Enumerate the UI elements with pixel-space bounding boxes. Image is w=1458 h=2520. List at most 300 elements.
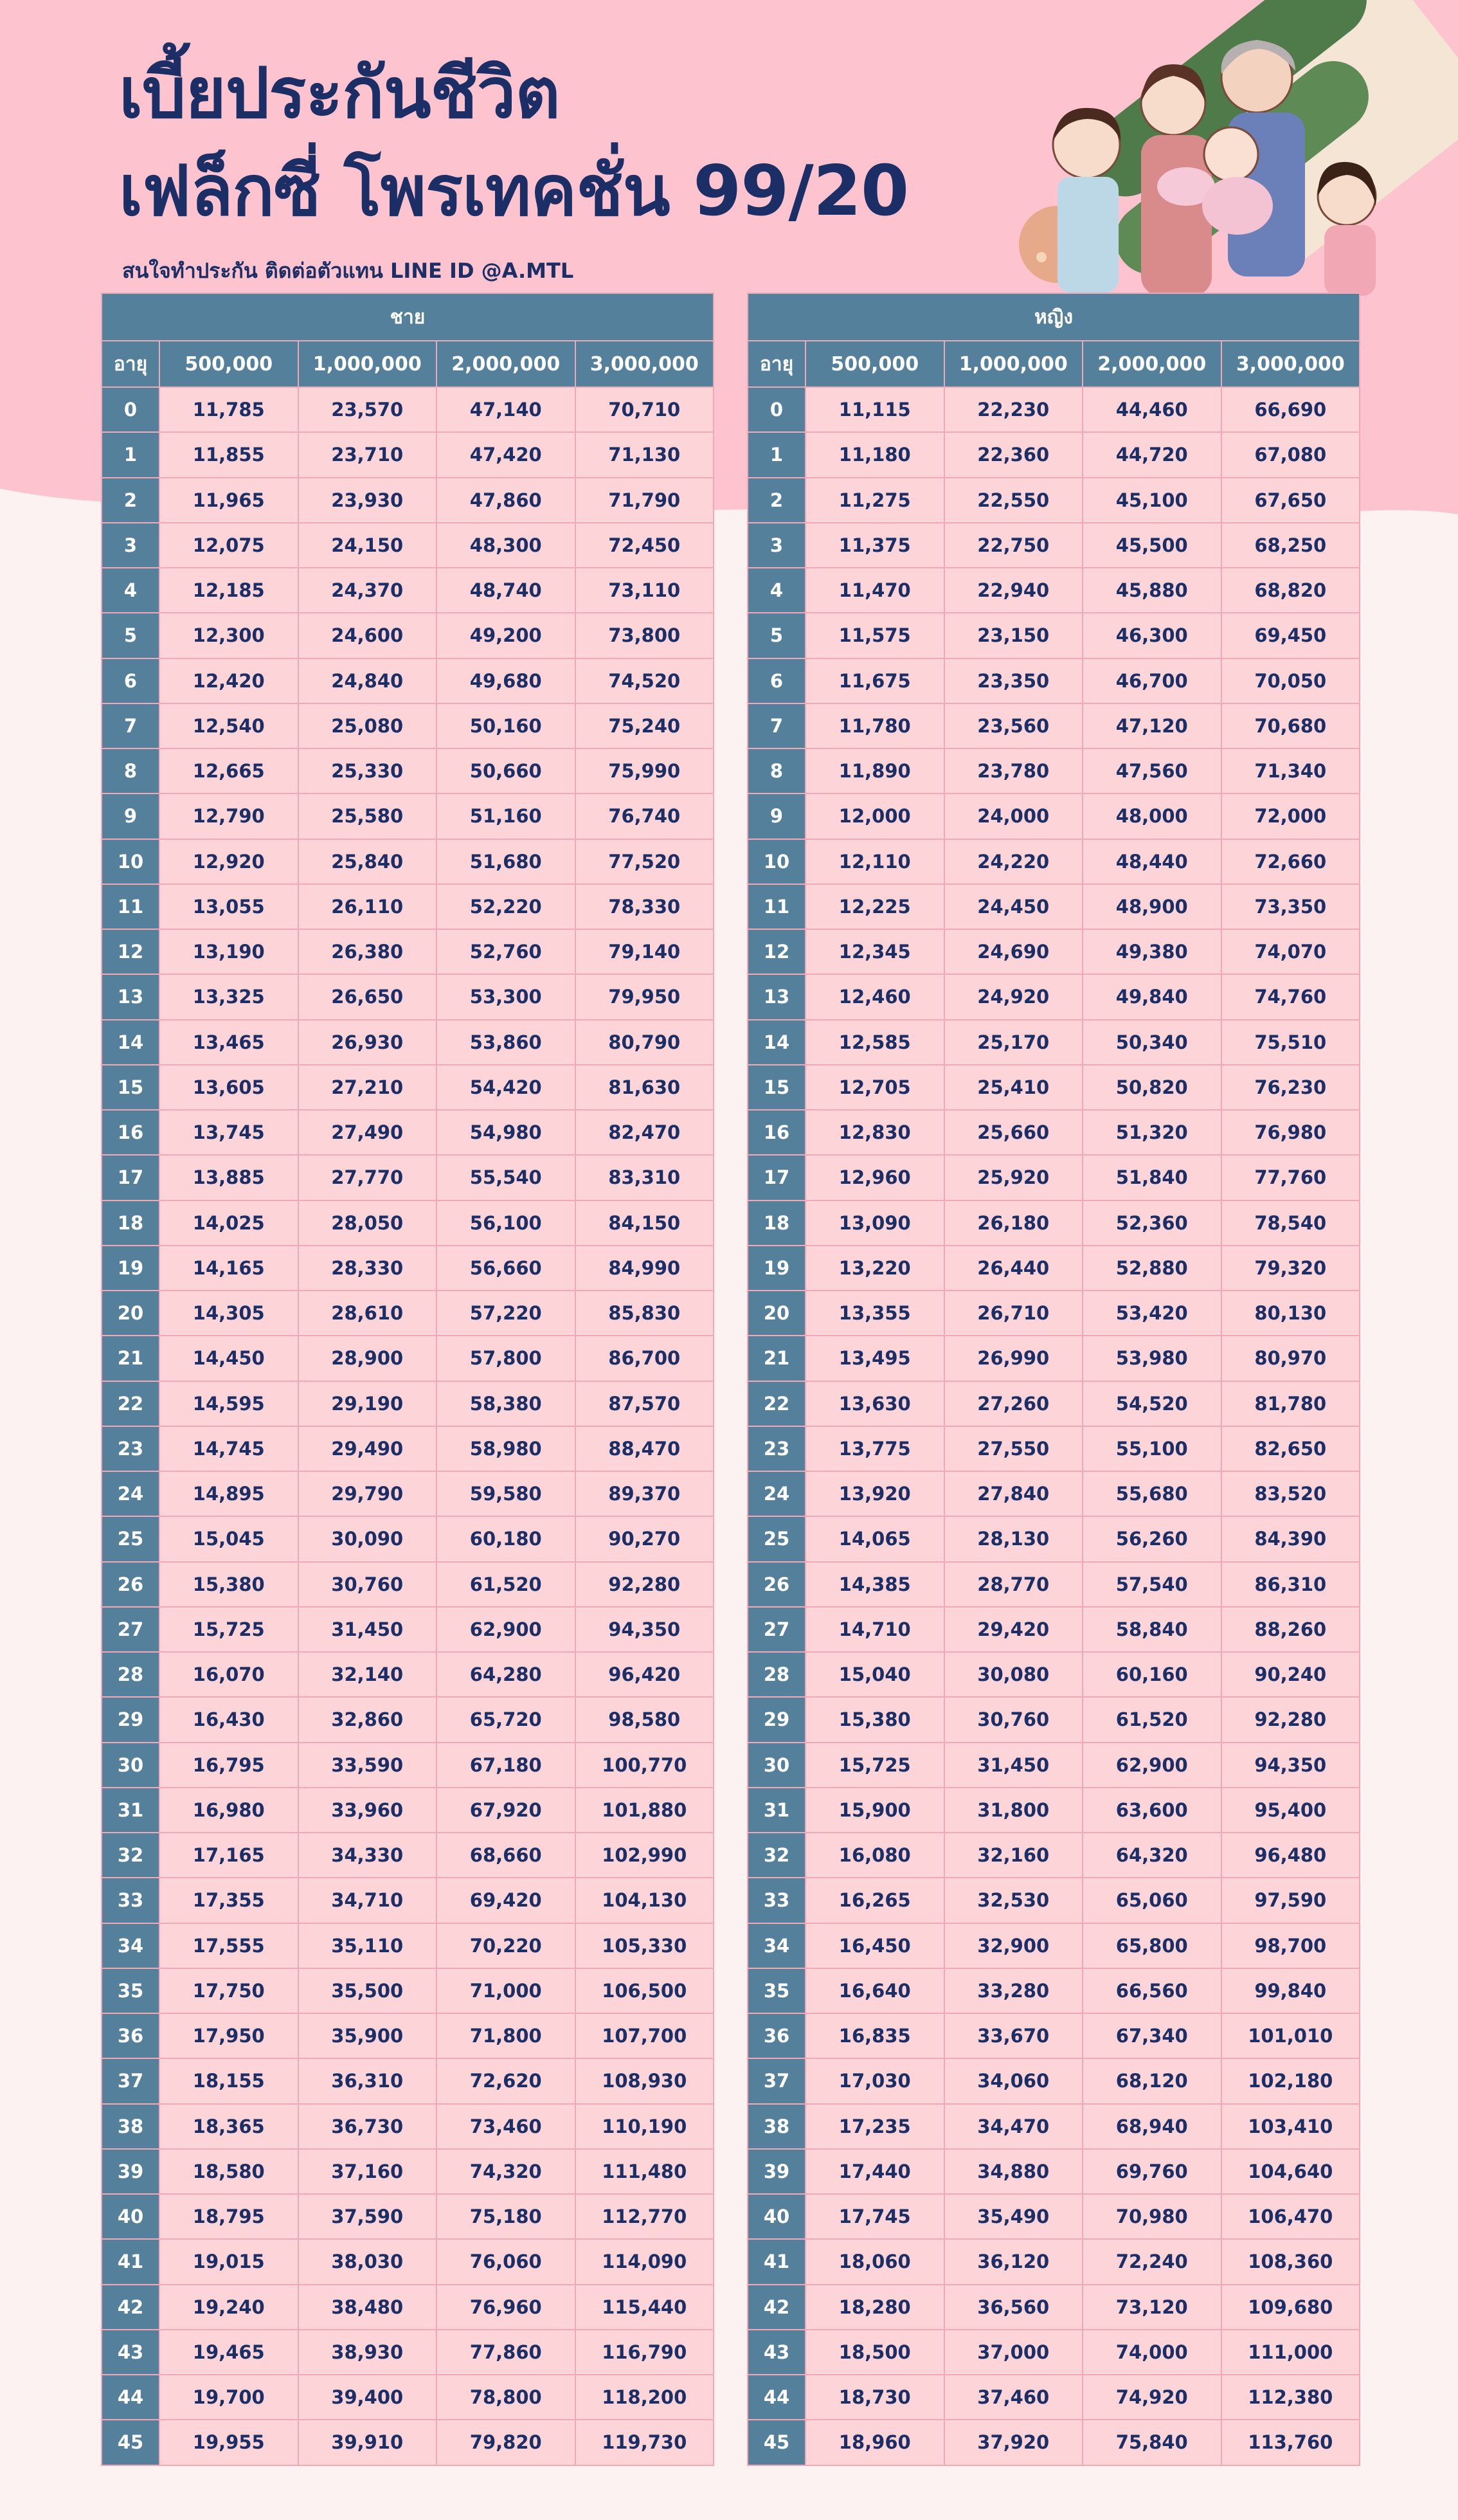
premium-cell: 12,460 <box>806 974 944 1019</box>
age-cell: 3 <box>102 523 159 568</box>
table-row <box>102 1968 714 2013</box>
premium-cell: 105,330 <box>575 1923 714 1968</box>
table-row <box>748 2194 1360 2239</box>
table-row <box>102 839 714 884</box>
premium-cell: 27,260 <box>944 1381 1083 1426</box>
premium-cell: 30,760 <box>298 1562 437 1607</box>
premium-cell: 35,500 <box>298 1968 437 2013</box>
age-cell: 7 <box>102 703 159 748</box>
premium-cell: 79,950 <box>575 974 714 1019</box>
premium-cell: 13,465 <box>159 1020 298 1065</box>
premium-cell: 23,710 <box>298 432 437 477</box>
age-cell: 28 <box>748 1652 806 1697</box>
premium-cell: 59,580 <box>437 1471 575 1516</box>
premium-cell: 61,520 <box>1083 1697 1221 1742</box>
premium-cell: 74,920 <box>1083 2375 1221 2420</box>
premium-cell: 69,450 <box>1221 613 1360 658</box>
premium-cell: 18,365 <box>159 2104 298 2149</box>
premium-cell: 53,980 <box>1083 1336 1221 1381</box>
age-cell: 30 <box>102 1743 159 1788</box>
table-row <box>748 2058 1360 2103</box>
premium-cell: 54,980 <box>437 1110 575 1155</box>
table-row <box>748 1923 1360 1968</box>
premium-cell: 71,790 <box>575 478 714 523</box>
premium-cell: 25,410 <box>944 1065 1083 1110</box>
premium-cell: 49,840 <box>1083 974 1221 1019</box>
premium-cell: 99,840 <box>1221 1968 1360 2013</box>
premium-cell: 88,260 <box>1221 1607 1360 1652</box>
age-cell: 19 <box>748 1246 806 1291</box>
table-row <box>102 658 714 703</box>
table-row <box>102 2285 714 2330</box>
premium-cell: 109,680 <box>1221 2285 1360 2330</box>
premium-cell: 16,980 <box>159 1788 298 1833</box>
premium-cell: 75,240 <box>575 703 714 748</box>
premium-cell: 23,350 <box>944 658 1083 703</box>
premium-cell: 81,630 <box>575 1065 714 1110</box>
premium-cell: 82,650 <box>1221 1426 1360 1471</box>
premium-cell: 74,760 <box>1221 974 1360 1019</box>
premium-cell: 12,420 <box>159 658 298 703</box>
age-cell: 2 <box>102 478 159 523</box>
age-cell: 1 <box>102 432 159 477</box>
age-cell: 23 <box>748 1426 806 1471</box>
table-row <box>748 1878 1360 1923</box>
premium-cell: 56,660 <box>437 1246 575 1291</box>
premium-cell: 13,055 <box>159 884 298 929</box>
table-row <box>102 2013 714 2058</box>
premium-cell: 112,770 <box>575 2194 714 2239</box>
age-cell: 23 <box>102 1426 159 1471</box>
table-row <box>748 2330 1360 2375</box>
age-cell: 32 <box>748 1833 806 1878</box>
premium-cell: 72,660 <box>1221 839 1360 884</box>
premium-cell: 45,880 <box>1083 568 1221 613</box>
premium-cell: 67,650 <box>1221 478 1360 523</box>
premium-cell: 77,760 <box>1221 1155 1360 1200</box>
premium-cell: 18,795 <box>159 2194 298 2239</box>
age-cell: 17 <box>102 1155 159 1200</box>
table-row <box>102 2104 714 2149</box>
premium-cell: 112,380 <box>1221 2375 1360 2420</box>
premium-cell: 102,990 <box>575 1833 714 1878</box>
table-row <box>102 1607 714 1652</box>
premium-cell: 111,480 <box>575 2149 714 2194</box>
premium-cell: 18,960 <box>806 2420 944 2465</box>
premium-cell: 12,000 <box>806 793 944 838</box>
male-header: ชาย <box>102 293 714 341</box>
premium-cell: 55,100 <box>1083 1426 1221 1471</box>
premium-cell: 12,665 <box>159 748 298 793</box>
premium-cell: 18,730 <box>806 2375 944 2420</box>
premium-cell: 46,700 <box>1083 658 1221 703</box>
age-cell: 38 <box>748 2104 806 2149</box>
premium-cell: 14,895 <box>159 1471 298 1516</box>
table-row <box>748 703 1360 748</box>
premium-cell: 78,540 <box>1221 1201 1360 1246</box>
premium-cell: 29,190 <box>298 1381 437 1426</box>
table-row <box>102 1110 714 1155</box>
age-cell: 4 <box>748 568 806 613</box>
premium-cell: 68,940 <box>1083 2104 1221 2149</box>
table-row <box>748 2375 1360 2420</box>
premium-cell: 25,660 <box>944 1110 1083 1155</box>
premium-cell: 24,920 <box>944 974 1083 1019</box>
premium-cell: 13,885 <box>159 1155 298 1200</box>
premium-cell: 17,440 <box>806 2149 944 2194</box>
table-row <box>748 658 1360 703</box>
premium-cell: 36,730 <box>298 2104 437 2149</box>
premium-cell: 11,470 <box>806 568 944 613</box>
age-cell: 25 <box>748 1516 806 1561</box>
premium-cell: 12,110 <box>806 839 944 884</box>
premium-cell: 33,590 <box>298 1743 437 1788</box>
premium-cell: 65,720 <box>437 1697 575 1742</box>
premium-cell: 70,710 <box>575 387 714 432</box>
premium-cell: 52,760 <box>437 929 575 974</box>
premium-cell: 34,330 <box>298 1833 437 1878</box>
premium-cell: 34,470 <box>944 2104 1083 2149</box>
age-cell: 40 <box>748 2194 806 2239</box>
premium-cell: 69,760 <box>1083 2149 1221 2194</box>
age-cell: 29 <box>748 1697 806 1742</box>
age-cell: 25 <box>102 1516 159 1561</box>
premium-cell: 27,210 <box>298 1065 437 1110</box>
age-cell: 38 <box>102 2104 159 2149</box>
age-cell: 8 <box>102 748 159 793</box>
premium-cell: 18,060 <box>806 2239 944 2284</box>
table-row <box>102 1833 714 1878</box>
age-cell: 24 <box>748 1471 806 1516</box>
premium-cell: 68,820 <box>1221 568 1360 613</box>
table-row <box>748 929 1360 974</box>
premium-cell: 12,540 <box>159 703 298 748</box>
premium-cell: 19,465 <box>159 2330 298 2375</box>
premium-cell: 16,450 <box>806 1923 944 1968</box>
table-row <box>102 2375 714 2420</box>
premium-cell: 50,660 <box>437 748 575 793</box>
table-row <box>102 1381 714 1426</box>
title-line-2: เฟล็กซี่ โพรเทคชั่น 99/20 <box>119 151 909 231</box>
premium-cell: 51,160 <box>437 793 575 838</box>
premium-cell: 73,460 <box>437 2104 575 2149</box>
table-row <box>102 703 714 748</box>
table-row <box>748 387 1360 432</box>
premium-cell: 22,750 <box>944 523 1083 568</box>
table-row <box>102 568 714 613</box>
premium-cell: 24,690 <box>944 929 1083 974</box>
premium-cell: 25,080 <box>298 703 437 748</box>
premium-cell: 89,370 <box>575 1471 714 1516</box>
premium-cell: 11,965 <box>159 478 298 523</box>
premium-cell: 26,930 <box>298 1020 437 1065</box>
premium-cell: 31,450 <box>944 1743 1083 1788</box>
age-cell: 22 <box>102 1381 159 1426</box>
table-row <box>748 1833 1360 1878</box>
premium-cell: 32,900 <box>944 1923 1083 1968</box>
premium-cell: 11,780 <box>806 703 944 748</box>
premium-cell: 24,370 <box>298 568 437 613</box>
premium-cell: 12,960 <box>806 1155 944 1200</box>
age-cell: 16 <box>102 1110 159 1155</box>
premium-cell: 102,180 <box>1221 2058 1360 2103</box>
premium-cell: 111,000 <box>1221 2330 1360 2375</box>
age-cell: 13 <box>102 974 159 1019</box>
table-row <box>748 2239 1360 2284</box>
premium-cell: 67,340 <box>1083 2013 1221 2058</box>
premium-cell: 96,420 <box>575 1652 714 1697</box>
premium-cell: 47,140 <box>437 387 575 432</box>
premium-cell: 70,680 <box>1221 703 1360 748</box>
age-cell: 28 <box>102 1652 159 1697</box>
premium-cell: 108,360 <box>1221 2239 1360 2284</box>
premium-cell: 23,570 <box>298 387 437 432</box>
premium-cell: 52,220 <box>437 884 575 929</box>
premium-cell: 14,305 <box>159 1291 298 1336</box>
sum-insured-header: 1,000,000 <box>944 341 1083 387</box>
premium-cell: 76,960 <box>437 2285 575 2330</box>
premium-cell: 66,690 <box>1221 387 1360 432</box>
table-row <box>102 2420 714 2465</box>
age-cell: 36 <box>102 2013 159 2058</box>
premium-cell: 97,590 <box>1221 1878 1360 1923</box>
premium-cell: 15,380 <box>159 1562 298 1607</box>
premium-cell: 74,520 <box>575 658 714 703</box>
premium-cell: 14,745 <box>159 1426 298 1471</box>
age-column-header: อายุ <box>102 341 159 387</box>
age-cell: 5 <box>748 613 806 658</box>
premium-cell: 16,835 <box>806 2013 944 2058</box>
premium-cell: 12,920 <box>159 839 298 884</box>
premium-cell: 24,840 <box>298 658 437 703</box>
premium-cell: 12,225 <box>806 884 944 929</box>
premium-cell: 95,400 <box>1221 1788 1360 1833</box>
premium-cell: 71,340 <box>1221 748 1360 793</box>
premium-cell: 74,000 <box>1083 2330 1221 2375</box>
age-cell: 0 <box>102 387 159 432</box>
table-row <box>102 1878 714 1923</box>
premium-cell: 90,240 <box>1221 1652 1360 1697</box>
premium-cell: 33,280 <box>944 1968 1083 2013</box>
premium-cell: 64,280 <box>437 1652 575 1697</box>
premium-cell: 14,450 <box>159 1336 298 1381</box>
premium-cell: 67,080 <box>1221 432 1360 477</box>
premium-cell: 27,490 <box>298 1110 437 1155</box>
age-cell: 42 <box>748 2285 806 2330</box>
premium-cell: 98,580 <box>575 1697 714 1742</box>
premium-cell: 74,070 <box>1221 929 1360 974</box>
table-row <box>102 2149 714 2194</box>
premium-cell: 13,630 <box>806 1381 944 1426</box>
premium-cell: 13,745 <box>159 1110 298 1155</box>
table-row <box>102 1471 714 1516</box>
age-cell: 9 <box>748 793 806 838</box>
table-row <box>748 2149 1360 2194</box>
table-row <box>102 523 714 568</box>
age-cell: 29 <box>102 1697 159 1742</box>
premium-cell: 63,600 <box>1083 1788 1221 1833</box>
premium-cell: 44,460 <box>1083 387 1221 432</box>
premium-cell: 19,240 <box>159 2285 298 2330</box>
premium-cell: 83,310 <box>575 1155 714 1200</box>
premium-cell: 79,140 <box>575 929 714 974</box>
age-cell: 42 <box>102 2285 159 2330</box>
premium-cell: 60,160 <box>1083 1652 1221 1697</box>
premium-cell: 86,310 <box>1221 1562 1360 1607</box>
table-row <box>102 1155 714 1200</box>
premium-cell: 83,520 <box>1221 1471 1360 1516</box>
premium-cell: 15,045 <box>159 1516 298 1561</box>
premium-cell: 16,265 <box>806 1878 944 1923</box>
premium-cell: 22,940 <box>944 568 1083 613</box>
premium-cell: 26,180 <box>944 1201 1083 1246</box>
premium-cell: 58,380 <box>437 1381 575 1426</box>
premium-cell: 13,920 <box>806 1471 944 1516</box>
age-cell: 33 <box>102 1878 159 1923</box>
premium-cell: 28,330 <box>298 1246 437 1291</box>
premium-cell: 14,710 <box>806 1607 944 1652</box>
premium-cell: 47,560 <box>1083 748 1221 793</box>
premium-cell: 119,730 <box>575 2420 714 2465</box>
premium-cell: 58,980 <box>437 1426 575 1471</box>
age-cell: 17 <box>748 1155 806 1200</box>
sum-insured-header: 500,000 <box>806 341 944 387</box>
premium-cell: 55,540 <box>437 1155 575 1200</box>
table-row <box>748 1336 1360 1381</box>
age-cell: 45 <box>748 2420 806 2465</box>
table-row <box>748 1291 1360 1336</box>
premium-cell: 14,065 <box>806 1516 944 1561</box>
age-cell: 22 <box>748 1381 806 1426</box>
premium-cell: 28,770 <box>944 1562 1083 1607</box>
premium-cell: 13,775 <box>806 1426 944 1471</box>
age-cell: 21 <box>748 1336 806 1381</box>
premium-cell: 80,130 <box>1221 1291 1360 1336</box>
premium-cell: 68,120 <box>1083 2058 1221 2103</box>
premium-cell: 37,920 <box>944 2420 1083 2465</box>
premium-cell: 67,180 <box>437 1743 575 1788</box>
premium-cell: 73,110 <box>575 568 714 613</box>
age-cell: 3 <box>748 523 806 568</box>
premium-cell: 18,500 <box>806 2330 944 2375</box>
premium-cell: 30,090 <box>298 1516 437 1561</box>
table-row <box>748 478 1360 523</box>
age-cell: 5 <box>102 613 159 658</box>
premium-cell: 61,520 <box>437 1562 575 1607</box>
premium-cell: 56,260 <box>1083 1516 1221 1561</box>
premium-cell: 49,680 <box>437 658 575 703</box>
premium-cell: 39,400 <box>298 2375 437 2420</box>
table-row <box>102 1697 714 1742</box>
age-cell: 36 <box>748 2013 806 2058</box>
premium-cell: 12,185 <box>159 568 298 613</box>
premium-cell: 71,800 <box>437 2013 575 2058</box>
age-cell: 7 <box>748 703 806 748</box>
table-row <box>748 1110 1360 1155</box>
premium-cell: 106,470 <box>1221 2194 1360 2239</box>
premium-cell: 37,590 <box>298 2194 437 2239</box>
age-cell: 6 <box>748 658 806 703</box>
premium-cell: 76,060 <box>437 2239 575 2284</box>
premium-cell: 29,420 <box>944 1607 1083 1652</box>
table-row <box>748 523 1360 568</box>
premium-cell: 16,080 <box>806 1833 944 1878</box>
premium-cell: 67,920 <box>437 1788 575 1833</box>
premium-cell: 34,880 <box>944 2149 1083 2194</box>
premium-cell: 68,660 <box>437 1833 575 1878</box>
age-column-header: อายุ <box>748 341 806 387</box>
premium-cell: 34,710 <box>298 1878 437 1923</box>
premium-cell: 47,860 <box>437 478 575 523</box>
premium-cell: 49,380 <box>1083 929 1221 974</box>
premium-cell: 13,190 <box>159 929 298 974</box>
premium-cell: 28,900 <box>298 1336 437 1381</box>
age-cell: 31 <box>102 1788 159 1833</box>
premium-cell: 57,540 <box>1083 1562 1221 1607</box>
age-cell: 31 <box>748 1788 806 1833</box>
premium-cell: 17,235 <box>806 2104 944 2149</box>
premium-cell: 62,900 <box>1083 1743 1221 1788</box>
premium-cell: 54,520 <box>1083 1381 1221 1426</box>
age-cell: 11 <box>102 884 159 929</box>
premium-cell: 44,720 <box>1083 432 1221 477</box>
table-row <box>102 929 714 974</box>
premium-cell: 94,350 <box>575 1607 714 1652</box>
table-row <box>102 1291 714 1336</box>
sum-insured-header: 2,000,000 <box>1083 341 1221 387</box>
age-cell: 10 <box>102 839 159 884</box>
premium-cell: 12,790 <box>159 793 298 838</box>
page-title <box>119 45 908 240</box>
premium-cell: 15,725 <box>159 1607 298 1652</box>
premium-cell: 11,855 <box>159 432 298 477</box>
premium-cell: 26,650 <box>298 974 437 1019</box>
premium-cell: 116,790 <box>575 2330 714 2375</box>
sum-insured-header: 500,000 <box>159 341 298 387</box>
premium-cell: 88,470 <box>575 1426 714 1471</box>
premium-cell: 47,120 <box>1083 703 1221 748</box>
premium-cell: 35,900 <box>298 2013 437 2058</box>
premium-cell: 38,030 <box>298 2239 437 2284</box>
premium-cell: 12,300 <box>159 613 298 658</box>
premium-cell: 37,460 <box>944 2375 1083 2420</box>
age-cell: 2 <box>748 478 806 523</box>
premium-cell: 26,110 <box>298 884 437 929</box>
age-cell: 13 <box>748 974 806 1019</box>
premium-cell: 64,320 <box>1083 1833 1221 1878</box>
table-row <box>102 974 714 1019</box>
premium-cell: 28,610 <box>298 1291 437 1336</box>
age-cell: 0 <box>748 387 806 432</box>
premium-cell: 16,640 <box>806 1968 944 2013</box>
premium-cell: 48,900 <box>1083 884 1221 929</box>
premium-cell: 17,355 <box>159 1878 298 1923</box>
table-row <box>748 1201 1360 1246</box>
age-cell: 44 <box>748 2375 806 2420</box>
table-row <box>748 1020 1360 1065</box>
premium-cell: 50,340 <box>1083 1020 1221 1065</box>
premium-cell: 17,165 <box>159 1833 298 1878</box>
premium-cell: 19,955 <box>159 2420 298 2465</box>
table-row <box>748 839 1360 884</box>
premium-cell: 70,220 <box>437 1923 575 1968</box>
premium-cell: 74,320 <box>437 2149 575 2194</box>
age-cell: 27 <box>102 1607 159 1652</box>
premium-cell: 73,350 <box>1221 884 1360 929</box>
premium-cell: 94,350 <box>1221 1743 1360 1788</box>
premium-cell: 24,000 <box>944 793 1083 838</box>
age-cell: 10 <box>748 839 806 884</box>
